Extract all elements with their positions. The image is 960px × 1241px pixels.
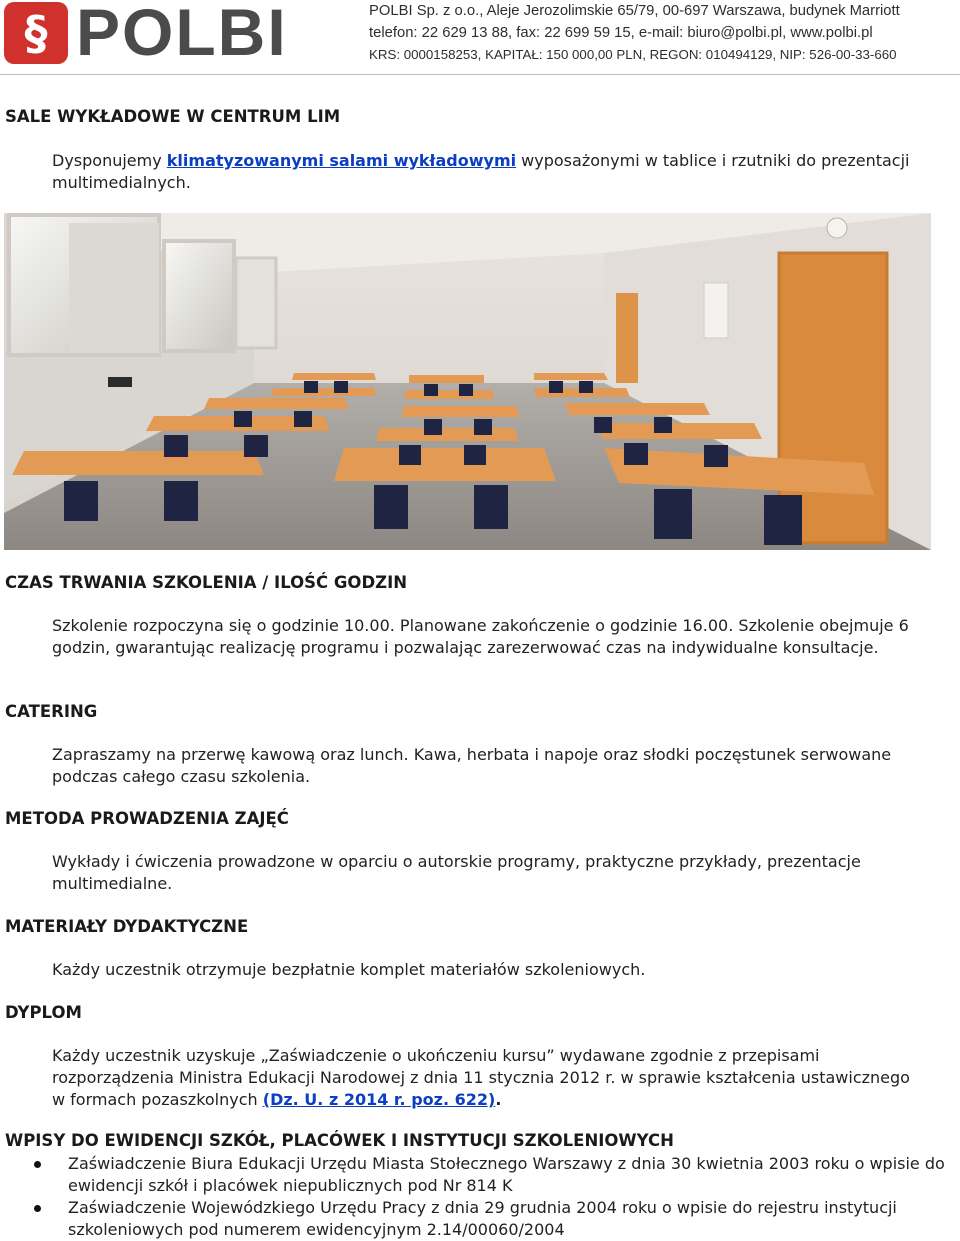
company-info [369, 0, 959, 66]
company-registration: KRS: 0000158253, KAPITAŁ: 150 000,00 PLN, REGON: 010494129, NIP: 526-00-33-660 [369, 47, 897, 62]
list-item [0, 1197, 960, 1241]
registry-item-text: Zaświadczenie Biura Edukacji Urzędu Miasta Stołecznego Warszawy z dnia 30 kwietnia 2003 roku o wpisie do ewidencji szkół i placówek niepublicznych pod Nr 814 K [68, 1154, 945, 1195]
registry-list [0, 1153, 960, 1241]
registry-item-text: Zaświadczenie Wojewódzkiego Urzędu Pracy z dnia 29 grudnia 2004 roku o wpisie do rejestru instytucji szkoleniowych pod numerem ewidencyjnym 2.14/00060/2004 [68, 1198, 897, 1239]
catering-text: Zapraszamy na przerwę kawową oraz lunch. Kawa, herbata i napoje oraz słodki poczęstunek serwowane podczas całego czasu szkolenia. [52, 745, 892, 786]
legal-reference-link[interactable]: (Dz. U. z 2014 r. poz. 622) [262, 1090, 496, 1109]
rooms-heading: SALE WYKŁADOWE W CENTRUM LIM [5, 107, 341, 126]
materials-heading: MATERIAŁY DYDAKTYCZNE [5, 917, 249, 936]
list-item [0, 1153, 960, 1197]
logo-mark [4, 2, 68, 64]
catering-heading: CATERING [5, 702, 98, 721]
header-divider [0, 74, 960, 75]
logo-wordmark: POLBI [76, 0, 288, 69]
diploma-text-body: Każdy uczestnik uzyskuje „Zaświadczenie o ukończeniu kursu” wydawane zgodnie z przepisami rozporządzenia Ministra Edukacji Narodowej z dnia 11 stycznia 2012 r. w sprawie kształcenia ustawicznego w formach pozaszkolnych [52, 1046, 910, 1109]
materials-text: Każdy uczestnik otrzymuje bezpłatnie komplet materiałów szkoleniowych. [52, 960, 646, 979]
company-address: POLBI Sp. z o.o., Aleje Jerozolimskie 65/79, 00-697 Warszawa, budynek Marriott [369, 3, 900, 19]
rooms-text [52, 150, 912, 194]
duration-heading: CZAS TRWANIA SZKOLENIA / ILOŚĆ GODZIN [5, 573, 408, 592]
lecture-rooms-link[interactable]: klimatyzowanymi salami wykładowymi [166, 151, 517, 170]
lecture-room-photo [4, 213, 931, 550]
diploma-heading: DYPLOM [5, 1003, 82, 1022]
registry-heading: WPISY DO EWIDENCJI SZKÓŁ, PLACÓWEK I INSTYTUCJI SZKOLENIOWYCH [5, 1131, 674, 1150]
diploma-text-end: . [495, 1090, 502, 1109]
method-text: Wykłady i ćwiczenia prowadzone w oparciu o autorskie programy, praktyczne przykłady, prezentacje multimedialne. [52, 852, 861, 893]
method-heading: METODA PROWADZENIA ZAJĘĆ [5, 809, 289, 828]
bullet-icon [34, 1161, 41, 1168]
section-sign-icon: § [24, 6, 48, 60]
bullet-icon [34, 1205, 41, 1212]
rooms-text-end: wyposażonymi w tablice i rzutniki do prezentacji multimedialnych. [52, 151, 910, 192]
diploma-text [52, 1045, 927, 1111]
rooms-text-start: Dysponujemy [52, 151, 167, 170]
company-contact: telefon: 22 629 13 88, fax: 22 699 59 15, e-mail: biuro@polbi.pl, www.polbi.pl [369, 25, 873, 41]
page-header [0, 0, 960, 76]
polbi-logo [4, 0, 360, 69]
duration-text: Szkolenie rozpoczyna się o godzinie 10.00. Planowane zakończenie o godzinie 16.00. Szkolenie obejmuje 6 godzin, gwarantując realizację programu i pozwalając zarezerwować czas na indywidualne konsultacje. [52, 616, 909, 657]
